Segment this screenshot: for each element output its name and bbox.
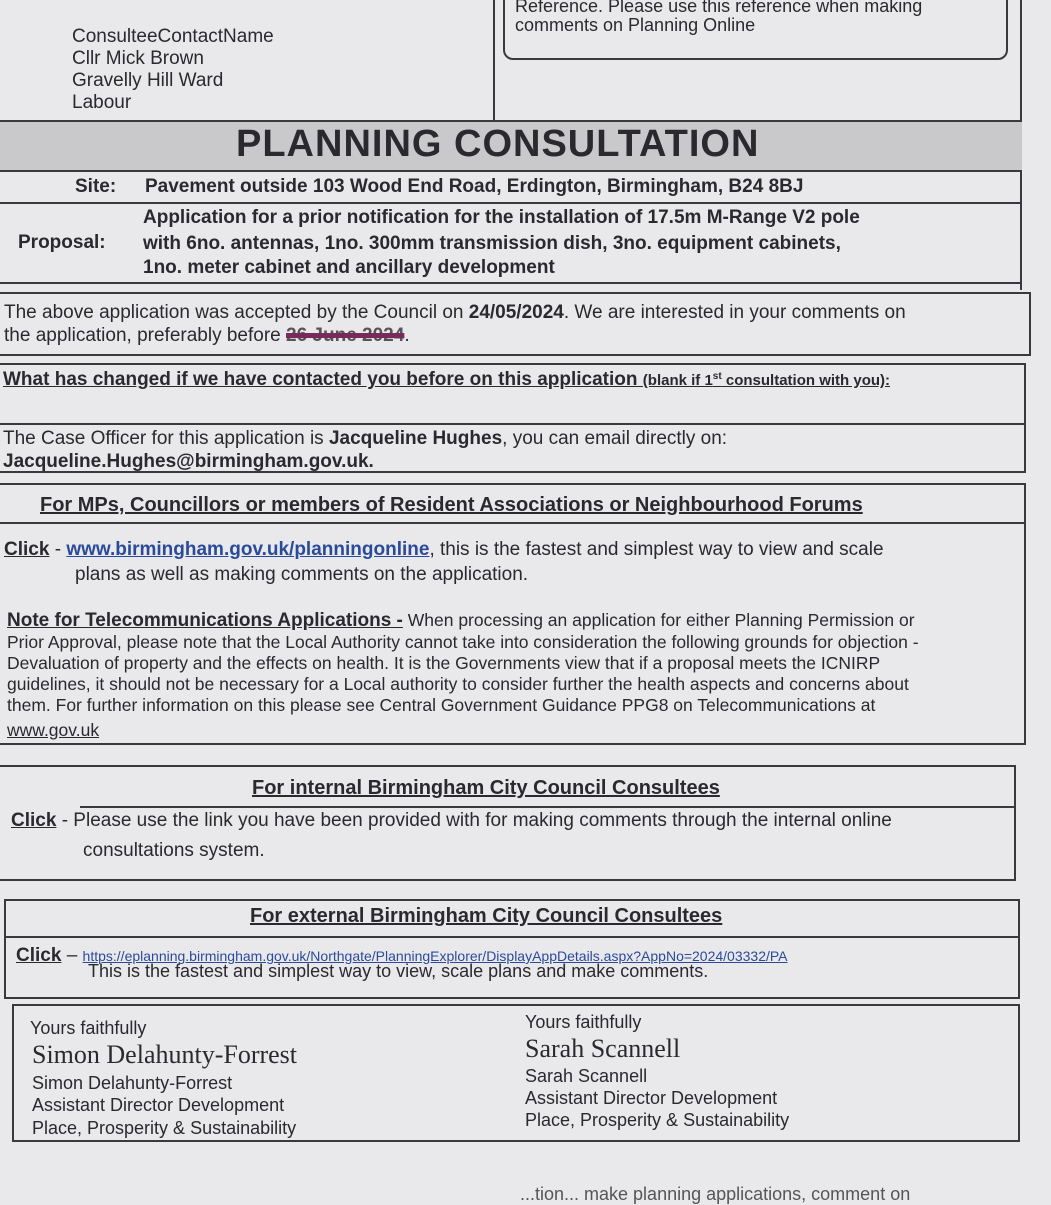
internal-heading-divider bbox=[80, 806, 1016, 808]
internal-click-line: Click - Please use the link you have been provided with for making comments through the internal online bbox=[11, 810, 892, 831]
mps-click-line: Click - www.birmingham.gov.uk/planningonline, this is the fastest and simplest way to view and scale bbox=[4, 539, 884, 560]
site-label: Site: bbox=[75, 176, 117, 197]
accepted-line1: The above application was accepted by the Council on 24/05/2024. We are interested in your comments on bbox=[4, 302, 906, 323]
reference-line2: comments on Planning Online bbox=[515, 15, 756, 35]
changed-divider bbox=[0, 423, 1026, 425]
deadline-struck: 26 June 2024 bbox=[286, 325, 405, 346]
planning-online-link[interactable]: www.birmingham.gov.uk/planningonline bbox=[66, 539, 430, 560]
consultee-ward: Gravelly Hill Ward bbox=[72, 70, 224, 91]
page-title: PLANNING CONSULTATION bbox=[236, 123, 760, 165]
case-officer-name: Jacqueline Hughes bbox=[328, 428, 503, 449]
footer-fragment: ...tion... make planning applications, comment on bbox=[520, 1184, 911, 1204]
external-text: This is the fastest and simplest way to view, scale plans and make comments. bbox=[88, 961, 709, 981]
note-line4: guidelines, it should not be necessary for a Local authority to consider further the health aspects and concerns about bbox=[7, 674, 909, 694]
note-line2: Prior Approval, please note that the Local Authority cannot take into consideration the following grounds for objection - bbox=[7, 632, 919, 652]
sig1-role: Assistant Director Development bbox=[32, 1095, 285, 1115]
sig2-name: Sarah Scannell bbox=[525, 1066, 648, 1086]
proposal-line2: with 6no. antennas, 1no. 300mm transmission dish, 3no. equipment cabinets, bbox=[143, 233, 841, 254]
mps-click-label[interactable]: Click bbox=[4, 539, 50, 560]
proposal-line1: Application for a prior notification for the installation of 17.5m M-Range V2 pole bbox=[143, 207, 860, 228]
accepted-line2: the application, preferably before 26 June 2024. bbox=[4, 325, 410, 346]
internal-click-label[interactable]: Click bbox=[11, 810, 57, 831]
site-value: Pavement outside 103 Wood End Road, Erdington, Birmingham, B24 8BJ bbox=[145, 176, 804, 197]
reference-line1: Reference. Please use this reference when making bbox=[515, 0, 923, 16]
internal-click-line2: consultations system. bbox=[83, 840, 265, 861]
external-click-line: Click – https://eplanning.birmingham.gov.uk/Northgate/PlanningExplorer/DisplayAppDetails.aspx?AppNo=2024/03332/PA bbox=[16, 945, 788, 966]
case-officer-line1: The Case Officer for this application is Jacqueline Hughes, you can email directly on: bbox=[3, 428, 728, 449]
consultee-header: ConsulteeContactName bbox=[72, 26, 274, 47]
gov-uk-link[interactable]: www.gov.uk bbox=[7, 720, 100, 740]
sig1-dept: Place, Prosperity & Sustainability bbox=[32, 1118, 297, 1138]
site-divider bbox=[0, 202, 1022, 204]
external-click-label[interactable]: Click bbox=[16, 945, 62, 966]
internal-heading: For internal Birmingham City Council Consultees bbox=[252, 777, 720, 799]
eplanning-link[interactable]: https://eplanning.birmingham.gov.uk/Northgate/PlanningExplorer/DisplayAppDetails.aspx?AppNo=2024/03332/PA bbox=[82, 948, 788, 964]
sig2-dept: Place, Prosperity & Sustainability bbox=[525, 1110, 790, 1130]
proposal-label: Proposal: bbox=[18, 232, 106, 253]
note-line5: them. For further information on this please see Central Government Guidance PPG8 on Telecommunications at bbox=[7, 695, 876, 715]
accepted-date: 24/05/2024 bbox=[468, 302, 564, 323]
sig2-role: Assistant Director Development bbox=[525, 1088, 778, 1108]
consultee-party: Labour bbox=[72, 92, 132, 113]
mps-heading: For MPs, Councillors or members of Resident Associations or Neighbourhood Forums bbox=[40, 494, 863, 516]
case-officer-email[interactable]: Jacqueline.Hughes@birmingham.gov.uk. bbox=[3, 451, 374, 472]
mps-click-line2: plans as well as making comments on the application. bbox=[75, 564, 529, 585]
external-heading: For external Birmingham City Council Consultees bbox=[250, 905, 723, 927]
consultee-name: Cllr Mick Brown bbox=[72, 48, 204, 69]
changed-heading: What has changed if we have contacted you before on this application (blank if 1st consultation with you): bbox=[3, 369, 891, 390]
sig1-signature: Simon Delahunty-Forrest bbox=[32, 1040, 298, 1069]
sig2-closing: Yours faithfully bbox=[525, 1012, 642, 1032]
mps-heading-divider bbox=[0, 522, 1026, 524]
note-line1: Note for Telecommunications Applications - When processing an application for either Planning Permission or bbox=[7, 610, 915, 631]
sig1-closing: Yours faithfully bbox=[30, 1018, 147, 1038]
sig2-signature: Sarah Scannell bbox=[525, 1034, 681, 1063]
external-heading-divider bbox=[4, 936, 1020, 938]
note-heading: Note for Telecommunications Applications - bbox=[7, 610, 403, 631]
note-line3: Devaluation of property and the effects on health. It is the Governments view that if a proposal meets the ICNIRP bbox=[7, 653, 881, 673]
sig1-name: Simon Delahunty-Forrest bbox=[32, 1073, 233, 1093]
proposal-line3: 1no. meter cabinet and ancillary development bbox=[143, 257, 555, 278]
top-divider-vertical bbox=[493, 0, 495, 120]
proposal-bottom-border bbox=[0, 282, 1022, 284]
